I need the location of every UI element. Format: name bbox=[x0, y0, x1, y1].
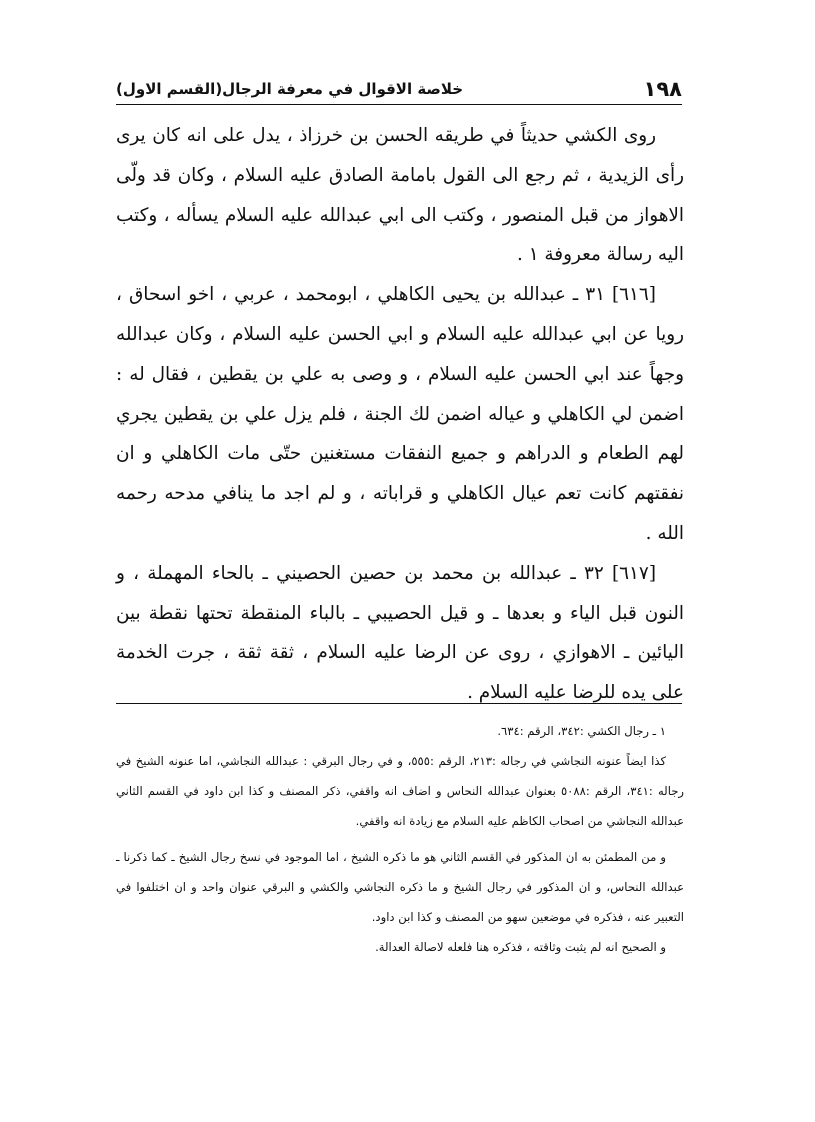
footnote-divider bbox=[116, 703, 682, 704]
running-title: خلاصة الاقوال في معرفة الرجال(القسم الاول) bbox=[116, 80, 464, 98]
footnote-note: كذا ايضاً عنونه النجاشي في رجاله :٢١٣، الرقم :٥٥٥، و في رجال البرقي : عبدالله النجاشي، اما عنونه الشيخ في رجاله :٣٤١، الرقم :٥٠٨٨ بعنوان عبدالله النحاس و اضاف انه واقفي، ذكر المصنف و كذا ابن داود في القسم الثاني عبدالله النجاشي من اصحاب الكاظم عليه السلام مع زيادة انه واقفي. bbox=[116, 754, 684, 828]
footnote-reference: ١ ـ رجال الكشي :٣٤٢، الرقم :٦٣٤. bbox=[497, 724, 666, 738]
footnote-note: و من المطمئن به ان المذكور في القسم الثاني هو ما ذكره الشيخ ، اما الموجود في نسخ رجال الشيخ ـ كما ذكرنا ـ عبدالله النحاس، و ان المذكور في رجال الشيخ و ما ذكره النجاشي والكشي و البرقي عنوان واحد و ان اختلفوا في التعبير عنه ، فذكره في موضعين سهو من المصنف و كذا ابن داود. bbox=[116, 850, 684, 924]
entry-paragraph-617: [٦١٧] ٣٢ ـ عبدالله بن محمد بن حصين الحصيني ـ بالحاء المهملة ، و النون قبل الياء و بعدها ـ و قيل الحصيبي ـ بالباء المنقطة تحتها نقطة بين اليائين ـ الاهوازي ، روى عن الرضا عليه السلام ، ثقة ثقة ، جرت الخدمة على يده للرضا عليه السلام . bbox=[116, 562, 684, 704]
footnote-note: و الصحيح انه لم يثبت وثاقته ، فذكره هنا فلعله لاصالة العدالة. bbox=[375, 940, 666, 954]
footnotes-section bbox=[116, 716, 684, 962]
body-paragraph: روى الكشي حديثاً في طريقه الحسن بن خرزاذ ، يدل على انه كان يرى رأى الزيدية ، ثم رجع الى القول بامامة الصادق عليه السلام ، وكان قد ولّى الاهواز من قبل المنصور ، وكتب الى ابي عبدالله عليه السلام يسأله ، وكتب اليه رسالة معروفة ١ . bbox=[116, 125, 684, 266]
main-text bbox=[116, 116, 684, 713]
entry-paragraph-616: [٦١٦] ٣١ ـ عبدالله بن يحيى الكاهلي ، ابومحمد ، عربي ، اخو اسحاق ، رويا عن ابي عبدالله عليه السلام و ابي الحسن عليه السلام ، وكان عبدالله وجهاً عند ابي الحسن عليه السلام ، و وصى به علي بن يقطين ، فقال له : اضمن لي الكاهلي و عياله اضمن لك الجنة ، فلم يزل علي بن يقطين يجري لهم الطعام و الدراهم و جميع النفقات مستغنين حتّى مات الكاهلي و ان نفقتهم كانت تعم عيال الكاهلي و قراباته ، و لم اجد ما ينافي مدحه رحمه الله . bbox=[116, 284, 684, 544]
page-number: ١٩٨ bbox=[643, 77, 682, 101]
page-header bbox=[116, 74, 682, 105]
